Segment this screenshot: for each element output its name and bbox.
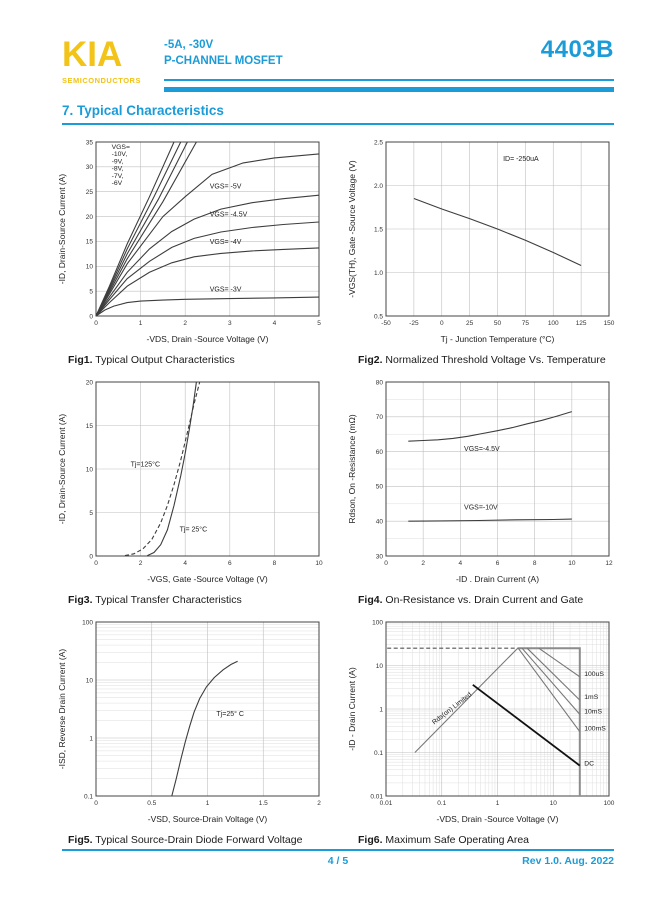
svg-text:20: 20: [85, 213, 93, 221]
svg-text:-VGS(TH), Gate -Source Voltage: -VGS(TH), Gate -Source Voltage (V): [347, 160, 357, 298]
svg-text:10: 10: [549, 800, 557, 807]
svg-text:1.0: 1.0: [373, 269, 383, 277]
figure-title: Typical Source-Drain Diode Forward Voltage: [92, 834, 303, 846]
svg-text:150: 150: [603, 320, 615, 327]
svg-text:-VDS, Drain -Source Voltage (V: -VDS, Drain -Source Voltage (V): [146, 334, 269, 344]
svg-text:0.1: 0.1: [373, 749, 383, 757]
figure-title: Maximum Safe Operating Area: [382, 834, 529, 846]
figure-title: Typical Transfer Characteristics: [92, 594, 242, 606]
svg-text:0.5: 0.5: [373, 313, 383, 321]
svg-text:Rdson, On -Resistance (mΩ): Rdson, On -Resistance (mΩ): [347, 414, 357, 524]
svg-text:VGS= -5V: VGS= -5V: [209, 183, 242, 191]
svg-text:75: 75: [521, 320, 529, 327]
svg-text:0: 0: [94, 800, 98, 807]
svg-text:10: 10: [315, 560, 323, 567]
figure-6-safe-operating-area: [346, 614, 622, 846]
svg-text:100: 100: [547, 320, 559, 327]
svg-text:10: 10: [375, 662, 383, 670]
svg-text:50: 50: [375, 483, 383, 491]
svg-text:-25: -25: [409, 320, 419, 327]
svg-text:125: 125: [575, 320, 587, 327]
svg-text:2: 2: [138, 560, 143, 567]
svg-text:-ID, Drain-Source Current (A): -ID, Drain-Source Current (A): [57, 173, 67, 285]
section-title: 7. Typical Characteristics: [62, 103, 614, 125]
svg-text:0: 0: [94, 560, 98, 567]
svg-text:DC: DC: [584, 760, 595, 768]
svg-text:60: 60: [375, 448, 383, 456]
svg-text:0: 0: [94, 320, 98, 327]
figure-number: Fig6.: [358, 834, 383, 846]
header-top: [164, 38, 614, 69]
svg-text:ID= -250uA: ID= -250uA: [503, 156, 539, 164]
figure-title: On-Resistance vs. Drain Current and Gate: [382, 594, 584, 606]
svg-text:100: 100: [372, 619, 383, 627]
svg-text:1.5: 1.5: [258, 800, 268, 807]
svg-text:Tj= 25°C: Tj= 25°C: [179, 526, 208, 534]
figure-caption: [68, 594, 242, 606]
chart-canvas-fig5: [56, 614, 332, 833]
svg-text:5: 5: [317, 320, 321, 327]
svg-text:10: 10: [85, 466, 93, 474]
svg-text:0.5: 0.5: [147, 800, 157, 807]
header-rule-thin: [164, 79, 614, 81]
figure-caption: [358, 354, 606, 366]
figure-2-threshold-vs-temperature: [346, 134, 622, 366]
part-number: 4403B: [540, 36, 614, 63]
chart-canvas-fig1: [56, 134, 332, 353]
page-footer: [62, 849, 614, 871]
svg-text:2: 2: [317, 800, 321, 807]
fig5-body-diode-forward-voltage-chart: [56, 614, 332, 828]
figure-number: Fig4.: [358, 594, 383, 606]
svg-text:10: 10: [85, 263, 93, 271]
svg-text:0: 0: [384, 560, 388, 567]
svg-text:0: 0: [89, 313, 93, 321]
svg-text:2.0: 2.0: [373, 182, 383, 190]
svg-text:4: 4: [183, 560, 188, 567]
fig3-transfer-characteristics-chart: [56, 374, 332, 588]
svg-text:10: 10: [568, 560, 576, 567]
figure-4-on-resistance: [346, 374, 622, 606]
figures-grid: [56, 134, 622, 846]
svg-text:100: 100: [603, 800, 615, 807]
svg-text:2: 2: [421, 560, 425, 567]
svg-text:-ID, Drain-Source Current (A): -ID, Drain-Source Current (A): [57, 413, 67, 525]
chart-canvas-fig3: [56, 374, 332, 593]
brand-block: [62, 35, 164, 92]
svg-text:4: 4: [458, 560, 463, 567]
svg-text:12: 12: [605, 560, 613, 567]
header-rule-thick: [164, 87, 614, 92]
svg-text:15: 15: [85, 238, 93, 246]
svg-text:10: 10: [85, 677, 93, 685]
svg-text:30: 30: [375, 553, 383, 561]
svg-text:-ID . Drain Current (A): -ID . Drain Current (A): [455, 574, 540, 584]
svg-text:40: 40: [375, 518, 383, 526]
figure-number: Fig1.: [68, 354, 93, 366]
svg-text:50: 50: [493, 320, 502, 327]
svg-text:1: 1: [89, 735, 93, 743]
svg-text:VGS=-4.5V: VGS=-4.5V: [464, 445, 500, 453]
svg-text:4: 4: [272, 320, 277, 327]
header-right: [164, 38, 614, 92]
svg-text:-VGS, Gate -Source Voltage (V): -VGS, Gate -Source Voltage (V): [147, 574, 268, 584]
brand-logo: KIA: [62, 35, 123, 74]
svg-text:6: 6: [495, 560, 500, 567]
svg-text:-50: -50: [381, 320, 391, 327]
chart-canvas-fig2: [346, 134, 622, 353]
svg-text:20: 20: [85, 379, 93, 387]
svg-text:0: 0: [89, 553, 93, 561]
device-type: P-CHANNEL MOSFET: [164, 54, 283, 67]
figure-5-diode-forward-voltage: [56, 614, 332, 846]
svg-text:8: 8: [532, 560, 537, 567]
svg-text:0.1: 0.1: [437, 800, 447, 807]
svg-text:0.01: 0.01: [370, 793, 383, 801]
svg-text:35: 35: [85, 139, 93, 147]
svg-text:1: 1: [379, 706, 383, 714]
svg-text:1: 1: [138, 320, 143, 327]
svg-text:0.1: 0.1: [83, 793, 93, 801]
svg-text:3: 3: [227, 320, 232, 327]
svg-text:0.01: 0.01: [379, 800, 393, 807]
svg-text:Tj=25° C: Tj=25° C: [216, 710, 244, 718]
fig1-output-characteristics-chart: [56, 134, 332, 348]
svg-text:0: 0: [439, 320, 444, 327]
page-number: 4 / 5: [327, 855, 349, 867]
svg-text:80: 80: [375, 379, 383, 387]
svg-text:30: 30: [85, 164, 93, 172]
figure-number: Fig2.: [358, 354, 383, 366]
svg-text:Tj - Junction Temperature (°C): Tj - Junction Temperature (°C): [440, 334, 555, 344]
svg-text:6: 6: [227, 560, 232, 567]
chart-canvas-fig4: [346, 374, 622, 593]
svg-text:10mS: 10mS: [584, 708, 603, 716]
svg-text:1: 1: [495, 800, 500, 807]
figure-caption: [68, 834, 302, 846]
figure-caption: [358, 834, 529, 846]
svg-text:1mS: 1mS: [584, 693, 599, 701]
svg-text:15: 15: [85, 422, 93, 430]
svg-text:2.5: 2.5: [373, 139, 383, 147]
svg-text:8: 8: [272, 560, 277, 567]
revision-label: Rev 1.0. Aug. 2022: [522, 855, 614, 867]
svg-text:1: 1: [205, 800, 210, 807]
figure-number: Fig3.: [68, 594, 93, 606]
svg-text:-VDS, Drain -Source Voltage (V: -VDS, Drain -Source Voltage (V): [436, 814, 559, 824]
fig4-on-resistance-vs-drain-current-chart: [346, 374, 622, 588]
svg-text:2: 2: [183, 320, 188, 327]
svg-text:VGS= -4.5V: VGS= -4.5V: [209, 211, 248, 219]
svg-text:Rds(on) Limited: Rds(on) Limited: [431, 691, 474, 727]
brand-subtitle: SEMICONDUCTORS: [62, 76, 141, 86]
svg-text:VGS= -4V: VGS= -4V: [209, 238, 242, 246]
figure-1-typical-output-characteristics: [56, 134, 332, 366]
svg-text:70: 70: [375, 414, 383, 422]
figure-caption: [358, 594, 583, 606]
svg-text:5: 5: [89, 509, 93, 517]
svg-text:25: 25: [466, 320, 474, 327]
figure-3-transfer-characteristics: [56, 374, 332, 606]
fig2-threshold-vs-temperature-chart: [346, 134, 622, 348]
svg-text:VGS= -3V: VGS= -3V: [209, 286, 242, 294]
svg-text:-ISD, Reverse Drain Current (A: -ISD, Reverse Drain Current (A): [57, 648, 67, 770]
svg-text:-VSD, Source-Drain Voltage (V): -VSD, Source-Drain Voltage (V): [147, 814, 268, 824]
svg-text:5: 5: [89, 288, 93, 296]
device-spec: [164, 38, 283, 69]
svg-text:1.5: 1.5: [373, 226, 383, 234]
figure-title: Typical Output Characteristics: [92, 354, 235, 366]
svg-text:100uS: 100uS: [584, 670, 604, 678]
svg-text:100: 100: [82, 619, 93, 627]
page-header: [62, 35, 614, 92]
svg-text:VGS=-10V: VGS=-10V: [464, 504, 498, 512]
figure-number: Fig5.: [68, 834, 93, 846]
fig6-maximum-safe-operating-area-chart: [346, 614, 622, 828]
chart-canvas-fig6: [346, 614, 622, 833]
svg-text:VGS=-10V,-9V,-8V,-7V,-6V: VGS= -10V, -9V, -8V, -7V, -6V: [111, 143, 130, 187]
figure-title: Normalized Threshold Voltage Vs. Temperature: [382, 354, 606, 366]
figure-caption: [68, 354, 235, 366]
svg-text:Tj=125°C: Tj=125°C: [130, 461, 161, 469]
svg-text:100mS: 100mS: [584, 725, 606, 733]
svg-text:-ID - Drain Current (A): -ID - Drain Current (A): [347, 667, 357, 751]
device-rating: -5A, -30V: [164, 39, 214, 51]
svg-text:25: 25: [85, 189, 93, 197]
